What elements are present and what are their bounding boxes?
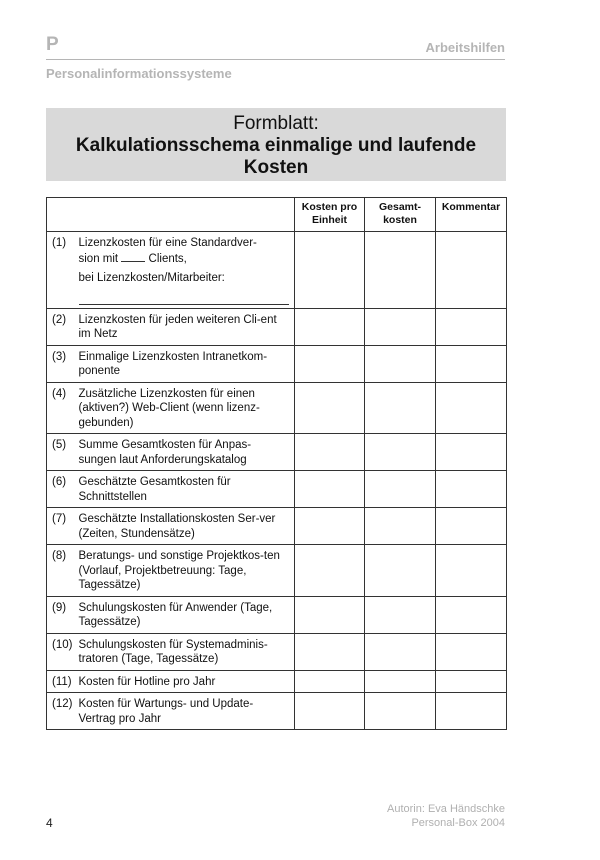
form-title-box — [46, 108, 506, 181]
row-number: (1) — [47, 232, 77, 309]
footer-source: Personal-Box 2004 — [411, 817, 505, 829]
table-row — [47, 471, 507, 508]
cell-comment[interactable] — [436, 596, 507, 633]
cell-unit-cost[interactable] — [295, 434, 365, 471]
table-row — [47, 633, 507, 670]
row-description: Summe Gesamtkosten für Anpas-sungen laut Anforderungskatalog — [77, 434, 295, 471]
cell-unit-cost[interactable] — [295, 633, 365, 670]
table-row — [47, 308, 507, 345]
cell-total-cost[interactable] — [365, 596, 436, 633]
table-row — [47, 670, 507, 693]
cell-comment[interactable] — [436, 308, 507, 345]
form-title-main: Kalkulationsschema einmalige und laufende — [75, 135, 477, 156]
row-description: Schulungskosten für Systemadminis-tratoren (Tage, Tagessätze) — [77, 633, 295, 670]
cell-unit-cost[interactable] — [295, 596, 365, 633]
row-number: (6) — [47, 471, 77, 508]
header-blank-item — [77, 198, 295, 232]
row-description-line: Clients, — [145, 252, 187, 265]
table-row — [47, 693, 507, 730]
cell-unit-cost[interactable] — [295, 670, 365, 693]
table-row — [47, 232, 507, 309]
cell-unit-cost[interactable] — [295, 508, 365, 545]
row-description: Lizenzkosten für jeden weiteren Cli-ent im Netz — [77, 308, 295, 345]
table-row — [47, 345, 507, 382]
table-row — [47, 596, 507, 633]
cell-total-cost[interactable] — [365, 232, 436, 309]
cell-comment[interactable] — [436, 232, 507, 309]
row-description: Geschätzte Installationskosten Ser-ver (Zeiten, Stundensätze) — [77, 508, 295, 545]
table-row — [47, 382, 507, 434]
table-row — [47, 545, 507, 597]
col-header-comment: Kommentar — [436, 198, 507, 232]
cell-unit-cost[interactable] — [295, 382, 365, 434]
cell-total-cost[interactable] — [365, 693, 436, 730]
table-header-row — [47, 198, 507, 232]
cell-total-cost[interactable] — [365, 345, 436, 382]
row-description: Kosten für Hotline pro Jahr — [77, 670, 295, 693]
header-blank-num — [47, 198, 77, 232]
row-description-line: Lizenzkosten für eine Standardver- — [78, 237, 257, 249]
cell-unit-cost[interactable] — [295, 345, 365, 382]
footer-credit — [387, 802, 505, 830]
cell-comment[interactable] — [436, 382, 507, 434]
license-per-employee-line[interactable] — [79, 290, 289, 305]
form-title-label: Formblatt: — [233, 113, 319, 134]
row-number: (12) — [47, 693, 77, 730]
footer-author: Autorin: Eva Händschke — [386, 803, 505, 815]
cell-unit-cost[interactable] — [295, 308, 365, 345]
row-number: (10) — [47, 633, 77, 670]
row-number: (9) — [47, 596, 77, 633]
cell-total-cost[interactable] — [365, 382, 436, 434]
col-header-total-cost: Gesamt-kosten — [365, 198, 436, 232]
table-row — [47, 508, 507, 545]
row-number: (4) — [47, 382, 77, 434]
row-number: (7) — [47, 508, 77, 545]
cell-comment[interactable] — [436, 545, 507, 597]
section-label: Arbeitshilfen — [425, 40, 505, 55]
row-description-line: bei Lizenzkosten/Mitarbeiter: — [78, 272, 225, 284]
header-subtitle: Personalinformationssysteme — [46, 66, 232, 81]
cell-comment[interactable] — [436, 434, 507, 471]
cell-total-cost[interactable] — [365, 670, 436, 693]
cell-total-cost[interactable] — [365, 434, 436, 471]
row-description — [77, 232, 295, 309]
client-count-blank[interactable] — [121, 251, 145, 262]
row-number: (2) — [47, 308, 77, 345]
cell-unit-cost[interactable] — [295, 693, 365, 730]
page-number: 4 — [46, 816, 53, 830]
cell-total-cost[interactable] — [365, 508, 436, 545]
cell-comment[interactable] — [436, 345, 507, 382]
cell-comment[interactable] — [436, 633, 507, 670]
cell-total-cost[interactable] — [365, 633, 436, 670]
row-number: (3) — [47, 345, 77, 382]
row-description: Beratungs- und sonstige Projektkos-ten (Vorlauf, Projektbetreuung: Tage, Tagessätze) — [77, 545, 295, 597]
header-rule — [46, 59, 505, 60]
row-description: Einmalige Lizenzkosten Intranetkom-ponente — [77, 345, 295, 382]
cell-unit-cost[interactable] — [295, 545, 365, 597]
row-description: Geschätzte Gesamtkosten für Schnittstellen — [77, 471, 295, 508]
cost-table — [46, 197, 507, 730]
cell-comment[interactable] — [436, 670, 507, 693]
cell-total-cost[interactable] — [365, 545, 436, 597]
table-row — [47, 434, 507, 471]
row-description: Kosten für Wartungs- und Update-Vertrag pro Jahr — [77, 693, 295, 730]
cell-comment[interactable] — [436, 471, 507, 508]
row-description: Schulungskosten für Anwender (Tage, Tagessätze) — [77, 596, 295, 633]
row-description: Zusätzliche Lizenzkosten für einen (aktiven?) Web-Client (wenn lizenz-gebunden) — [77, 382, 295, 434]
row-number: (5) — [47, 434, 77, 471]
form-title-main-2: Kosten — [243, 157, 309, 178]
cell-comment[interactable] — [436, 693, 507, 730]
cell-unit-cost[interactable] — [295, 471, 365, 508]
col-header-unit-cost: Kosten pro Einheit — [295, 198, 365, 232]
cell-total-cost[interactable] — [365, 308, 436, 345]
section-letter: P — [46, 34, 59, 55]
cell-unit-cost[interactable] — [295, 232, 365, 309]
cell-total-cost[interactable] — [365, 471, 436, 508]
row-number: (8) — [47, 545, 77, 597]
row-number: (11) — [47, 670, 77, 693]
cell-comment[interactable] — [436, 508, 507, 545]
row-description-line: sion mit — [78, 252, 122, 265]
